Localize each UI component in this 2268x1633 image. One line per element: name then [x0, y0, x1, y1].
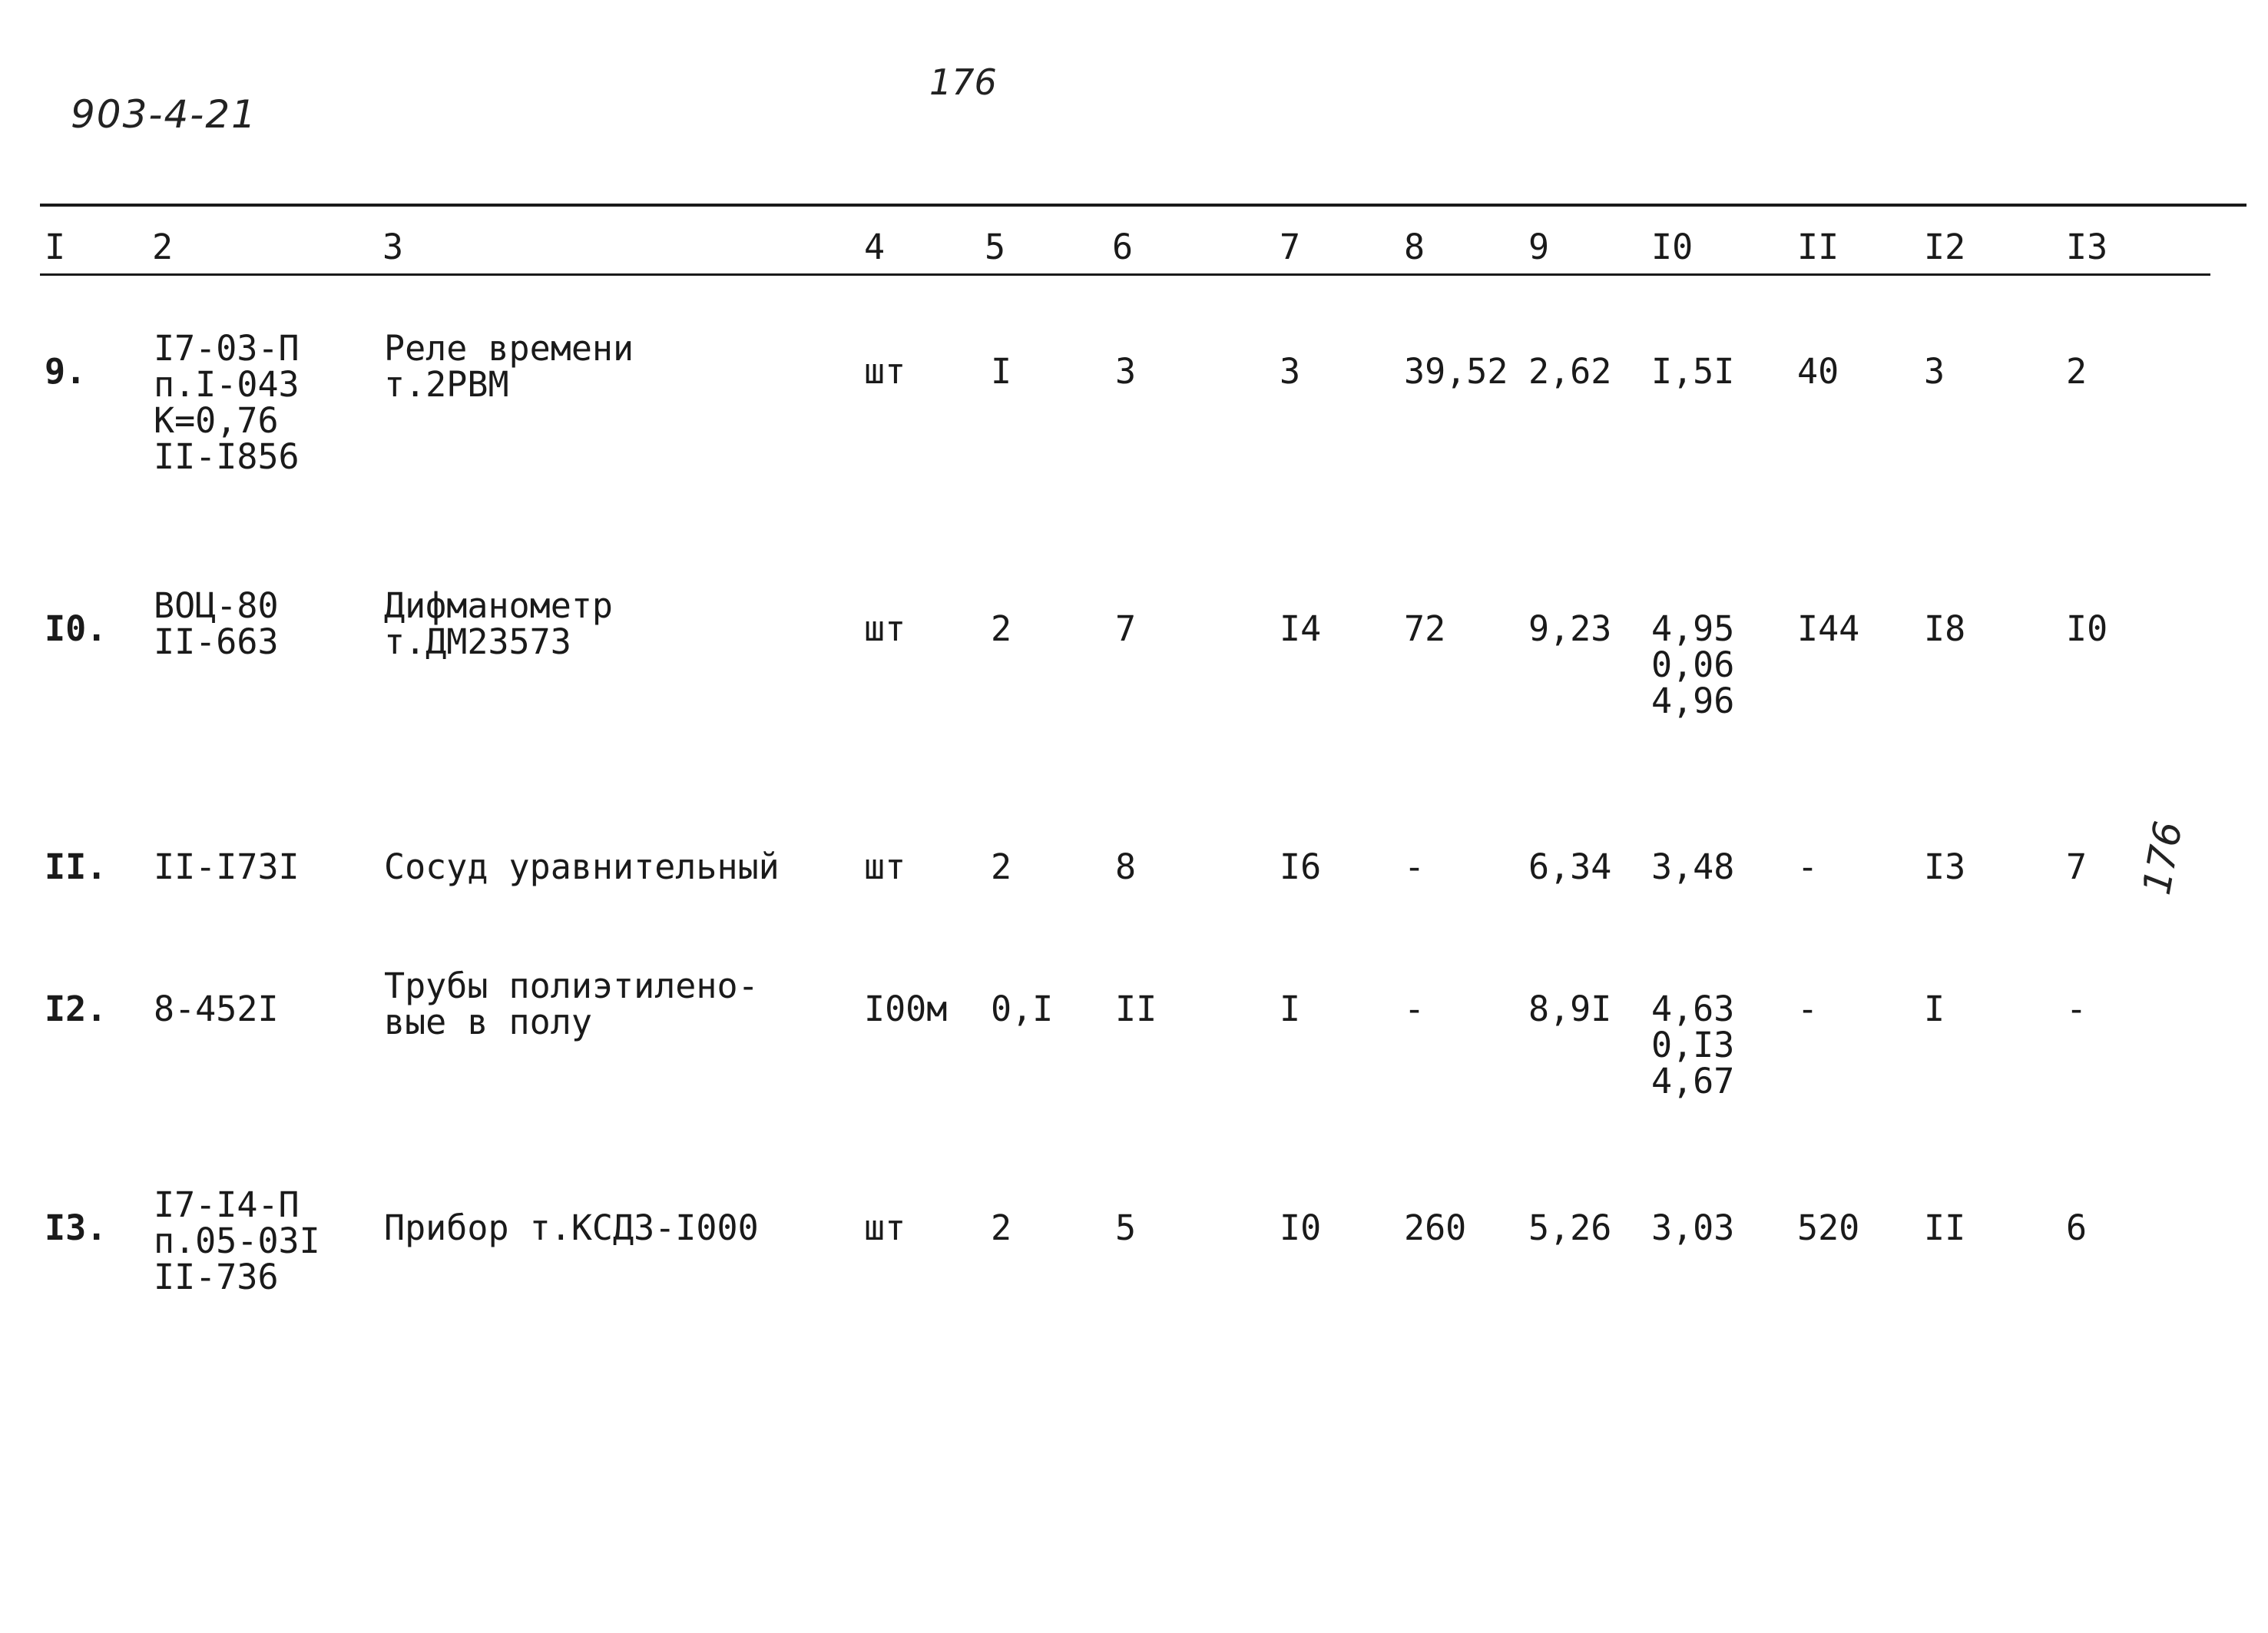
- col11-cell: -: [1797, 989, 1819, 1029]
- col8-cell: 260: [1404, 1207, 1467, 1248]
- col10-cell-line: 0,I3: [1651, 1025, 1735, 1065]
- side-page-note: 176: [2134, 817, 2191, 899]
- col11-cell: 40: [1797, 351, 1839, 392]
- col6-cell: 7: [1115, 608, 1137, 649]
- col6-cell: II: [1115, 989, 1157, 1029]
- col13-cell: 7: [2066, 846, 2088, 887]
- col5-cell: 2: [991, 1207, 1012, 1248]
- col10-cell: [1651, 608, 1735, 721]
- col7-cell: I4: [1280, 608, 1322, 649]
- col5-cell: 2: [991, 608, 1012, 649]
- col10-cell-line: 4,96: [1651, 681, 1735, 721]
- col13-cell: 6: [2066, 1207, 2088, 1248]
- col9-cell: 9,23: [1528, 608, 1612, 649]
- code-cell-line: п.I-043: [154, 364, 300, 405]
- col6-cell: 8: [1115, 846, 1137, 887]
- col12-cell: I3: [1924, 846, 1966, 887]
- col10-cell: [1651, 1207, 1735, 1248]
- col10-cell-line: 3,03: [1651, 1207, 1735, 1248]
- col7-cell: 3: [1280, 351, 1301, 392]
- name-cell: [384, 968, 759, 1040]
- col5-cell: I: [991, 351, 1012, 392]
- col13-cell: I0: [2066, 608, 2108, 649]
- name-cell-line: Сосуд уравнительный: [384, 846, 780, 887]
- col8-cell: 39,52: [1404, 351, 1508, 392]
- code-cell: [154, 585, 279, 662]
- name-cell-line: т.ДМ23573: [384, 621, 571, 662]
- col6-cell: 3: [1115, 351, 1137, 392]
- name-cell-line: Дифманометр: [384, 585, 614, 626]
- code-cell-line: II-I73I: [154, 846, 300, 887]
- col9-cell: 8,9I: [1528, 989, 1612, 1029]
- unit-cell: шт: [864, 846, 906, 887]
- code-cell-line: I7-03-П: [154, 328, 300, 369]
- row-number: I2.: [45, 989, 108, 1029]
- col12-cell: I: [1924, 989, 1945, 1029]
- column-header: 9: [1528, 227, 1550, 267]
- row-number: I0.: [45, 608, 108, 649]
- col5-cell: 0,I: [991, 989, 1054, 1029]
- col9-cell: 2,62: [1528, 351, 1612, 392]
- col8-cell: -: [1404, 846, 1425, 887]
- name-cell: [384, 585, 614, 662]
- col10-cell-line: 4,67: [1651, 1061, 1735, 1101]
- col13-cell: 2: [2066, 351, 2088, 392]
- col9-cell: 5,26: [1528, 1207, 1612, 1248]
- col7-cell: I6: [1280, 846, 1322, 887]
- column-header: II: [1797, 227, 1839, 267]
- code-cell-line: К=0,76: [154, 400, 279, 441]
- name-cell: [384, 328, 634, 405]
- code-cell-line: ВОЦ-80: [154, 585, 279, 626]
- code-cell: [154, 991, 279, 1027]
- name-cell: [384, 1207, 759, 1248]
- column-header: 8: [1404, 227, 1425, 267]
- name-cell-line: т.2РВМ: [384, 364, 509, 405]
- col12-cell: I8: [1924, 608, 1966, 649]
- col7-cell: I: [1280, 989, 1301, 1029]
- col10-cell-line: 4,63: [1651, 989, 1735, 1029]
- table-header-rule: [40, 273, 2210, 276]
- name-cell-line: Реле времени: [384, 328, 634, 369]
- row-number: 9.: [45, 351, 87, 392]
- column-header: 5: [985, 227, 1006, 267]
- table-top-rule: [40, 204, 2246, 207]
- column-header: I3: [2066, 227, 2108, 267]
- code-cell-line: 8-452I: [154, 989, 279, 1029]
- col8-cell: 72: [1404, 608, 1446, 649]
- code-cell-line: II-663: [154, 621, 279, 662]
- name-cell-line: Трубы полиэтилено-: [384, 966, 759, 1006]
- column-header: 7: [1280, 227, 1301, 267]
- col10-cell: [1651, 846, 1735, 887]
- name-cell-line: вые в полу: [384, 1002, 592, 1042]
- unit-cell: шт: [864, 608, 906, 649]
- col10-cell: [1651, 351, 1735, 392]
- col8-cell: -: [1404, 989, 1425, 1029]
- name-cell: [384, 846, 780, 887]
- row-number: I3.: [45, 1207, 108, 1248]
- column-header: 4: [864, 227, 886, 267]
- unit-cell: шт: [864, 351, 906, 392]
- col10-cell-line: I,5I: [1651, 351, 1735, 392]
- col12-cell: 3: [1924, 351, 1945, 392]
- code-cell: [154, 846, 300, 887]
- code-cell-line: II-736: [154, 1257, 279, 1297]
- col7-cell: I0: [1280, 1207, 1322, 1248]
- code-cell-line: II-I856: [154, 436, 300, 477]
- page-number: 176: [929, 61, 997, 103]
- code-cell: [154, 1184, 320, 1297]
- col6-cell: 5: [1115, 1207, 1137, 1248]
- column-header: I: [45, 227, 66, 267]
- col11-cell: 520: [1797, 1207, 1860, 1248]
- column-header: I0: [1651, 227, 1694, 267]
- col10-cell-line: 3,48: [1651, 846, 1735, 887]
- unit-cell: шт: [864, 1207, 906, 1248]
- column-header: 6: [1112, 227, 1134, 267]
- col9-cell: 6,34: [1528, 846, 1612, 887]
- col11-cell: I44: [1797, 608, 1860, 649]
- col5-cell: 2: [991, 846, 1012, 887]
- column-header: I2: [1924, 227, 1966, 267]
- unit-cell: I00м: [864, 989, 948, 1029]
- column-header: 2: [152, 227, 174, 267]
- col10-cell-line: 0,06: [1651, 644, 1735, 685]
- col13-cell: -: [2066, 989, 2088, 1029]
- col10-cell-line: 4,95: [1651, 608, 1735, 649]
- code-cell: [154, 330, 300, 475]
- code-cell-line: п.05-03I: [154, 1221, 320, 1261]
- name-cell-line: Прибор т.КСДЗ-I000: [384, 1207, 759, 1248]
- col11-cell: -: [1797, 846, 1819, 887]
- col12-cell: II: [1924, 1207, 1966, 1248]
- col10-cell: [1651, 991, 1734, 1099]
- row-number: II.: [45, 846, 108, 887]
- column-header: 3: [382, 227, 404, 267]
- code-cell-line: I7-I4-П: [154, 1184, 300, 1225]
- document-number: 903-4-21: [71, 92, 257, 137]
